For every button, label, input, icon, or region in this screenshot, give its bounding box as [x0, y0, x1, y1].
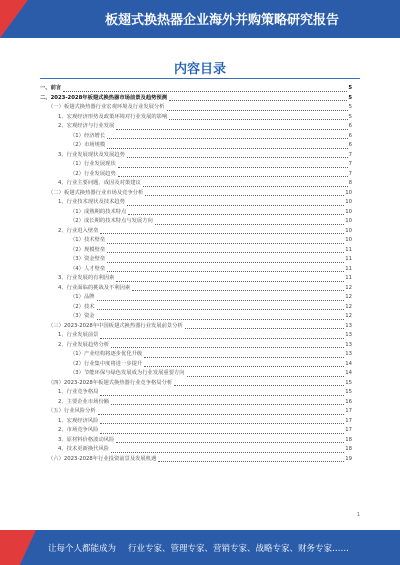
toc-entry-page: 7 — [348, 151, 352, 158]
toc-entry-page: 12 — [345, 284, 352, 291]
toc-entry-label: （3）资金 — [70, 313, 95, 319]
toc-dot-leader — [145, 195, 344, 196]
toc-entry-label: 3、行业发展现状及发展趋势 — [58, 151, 125, 158]
toc-dot-leader — [158, 461, 344, 462]
toc-entry-label: （1）成熟期的技术特点 — [70, 208, 127, 215]
toc-dot-leader — [144, 366, 344, 367]
toc-entry[interactable] — [40, 398, 352, 408]
toc-entry-label: 2、行业发展趋势分析 — [58, 341, 110, 348]
toc-entry-page: 5 — [348, 104, 352, 110]
toc-entry[interactable] — [40, 246, 352, 256]
toc-entry-page: 11 — [345, 246, 352, 253]
toc-dot-leader — [185, 328, 344, 329]
toc-divider — [40, 78, 360, 79]
toc-entry-label: （2）规模壁垒 — [70, 246, 106, 253]
toc-entry-label: （2）成长期的技术特点与发展方向 — [70, 218, 153, 224]
toc-entry-page: 15 — [345, 379, 352, 386]
toc-entry[interactable] — [40, 84, 352, 94]
toc-entry-page: 12 — [345, 303, 352, 310]
toc-entry[interactable] — [40, 198, 352, 208]
toc-dot-leader — [111, 404, 344, 405]
toc-dot-leader — [169, 119, 347, 120]
toc-entry-label: （一）板翅式换热器行业宏观环境及行业发展分析 — [48, 104, 165, 110]
toc-entry-label: （2）行业发展趋势 — [70, 170, 116, 177]
toc-entry-page: 7 — [348, 161, 352, 167]
toc-entry[interactable] — [40, 312, 352, 322]
toc-entry[interactable] — [40, 94, 352, 104]
toc-entry[interactable] — [40, 227, 352, 237]
toc-dot-leader — [155, 224, 344, 225]
toc-entry-label: （1）技术壁垒 — [70, 237, 106, 243]
toc-entry-label: （2）行业集中度将进一步提升 — [70, 360, 143, 367]
toc-entry[interactable] — [40, 189, 352, 199]
toc-entry-page: 8 — [348, 180, 352, 186]
toc-entry[interactable] — [40, 303, 352, 313]
toc-dot-leader — [118, 176, 348, 177]
toc-dot-leader — [174, 385, 344, 386]
toc-entry[interactable] — [40, 350, 352, 360]
toc-entry[interactable] — [40, 255, 352, 265]
toc-entry-page: 17 — [345, 427, 352, 433]
footer-red-accent — [0, 530, 36, 565]
toc-entry-page: 6 — [348, 132, 352, 139]
toc-entry-label: 一、前言 — [40, 85, 62, 91]
toc-entry-label: （4）人才壁垒 — [70, 265, 106, 272]
toc-dot-leader — [116, 129, 347, 130]
toc-dot-leader — [107, 271, 344, 272]
toc-entry[interactable] — [40, 236, 352, 246]
toc-entry[interactable] — [40, 170, 352, 180]
toc-dot-leader — [100, 433, 344, 434]
toc-entry-label: 2、市场竞争风险 — [58, 427, 99, 433]
toc-entry-page: 10 — [345, 218, 352, 224]
toc-dot-leader — [144, 357, 344, 358]
toc-entry-page: 11 — [345, 275, 352, 281]
toc-dot-leader — [100, 338, 344, 339]
toc-entry-label: （3）节能环保与绿色发展成为行业发展重要方向 — [70, 370, 185, 376]
toc-entry-label: 3、行业发展的有利因素 — [58, 275, 115, 281]
toc-entry[interactable] — [40, 455, 352, 465]
toc-entry[interactable] — [40, 160, 352, 170]
toc-entry-page: 6 — [348, 123, 352, 129]
toc-entry[interactable] — [40, 274, 352, 284]
toc-entry[interactable] — [40, 379, 352, 389]
toc-entry-label: （三）2023-2028年中国板翅式换热器行业发展前景分析 — [48, 322, 183, 329]
toc-entry-page: 11 — [345, 265, 352, 272]
toc-entry-page: 17 — [345, 417, 352, 424]
toc-entry-page: 5 — [348, 85, 352, 91]
toc-entry-page: 7 — [348, 170, 352, 177]
toc-entry-page: 5 — [348, 113, 352, 120]
toc-entry-label: （3）资金壁垒 — [70, 256, 106, 262]
toc-entry-label: 2、主要企业市场份额 — [58, 398, 110, 405]
toc-entry-page: 10 — [345, 208, 352, 215]
toc-entry-label: 2、行业进入壁垒 — [58, 227, 99, 234]
page-number: 1 — [356, 512, 360, 518]
toc-dot-leader — [100, 233, 344, 234]
toc-entry-label: 2、宏观经济与行业发展 — [58, 123, 115, 129]
toc-entry[interactable] — [40, 122, 352, 132]
toc-entry-label: 1、宏观经济形势及政策环境对行业发展的影响 — [58, 113, 168, 120]
toc-entry-label: 4、技术更新换代风险 — [58, 446, 110, 452]
toc-dot-leader — [100, 395, 344, 396]
report-header-bar — [0, 0, 400, 38]
toc-entry-page: 13 — [345, 341, 352, 348]
toc-entry[interactable] — [40, 141, 352, 151]
toc-entry-page: 13 — [345, 322, 352, 329]
header-red-accent — [0, 0, 28, 38]
toc-entry[interactable] — [40, 445, 352, 455]
toc-dot-leader — [107, 262, 344, 263]
toc-dot-leader — [111, 347, 344, 348]
toc-dot-leader — [128, 214, 344, 215]
toc-entry-page: 12 — [345, 313, 352, 319]
toc-entry-label: 4、行业面临的挑战及不利因素 — [58, 284, 131, 291]
toc-entry[interactable] — [40, 407, 352, 417]
toc-entry-page: 18 — [345, 446, 352, 452]
toc-dot-leader — [111, 452, 344, 453]
toc-dot-leader — [116, 442, 344, 443]
toc-entry-label: （1）行业发展现状 — [70, 161, 116, 167]
toc-entry-page: 19 — [345, 455, 352, 462]
toc-dot-leader — [187, 376, 345, 377]
toc-entry[interactable] — [40, 360, 352, 370]
toc-entry-label: 3、原材料价格波动风险 — [58, 436, 115, 443]
toc-dot-leader — [98, 414, 345, 415]
toc-entry[interactable] — [40, 417, 352, 427]
toc-dot-leader — [107, 138, 347, 139]
toc-entry-page: 11 — [345, 256, 352, 262]
toc-dot-leader — [143, 186, 348, 187]
toc-entry[interactable] — [40, 388, 352, 398]
toc-entry-page: 14 — [345, 360, 352, 367]
toc-entry[interactable] — [40, 369, 352, 379]
toc-entry-page: 10 — [345, 199, 352, 205]
toc-heading: 内容目录 — [173, 62, 226, 77]
toc-entry-label: 1、行业技术现状及技术趋势 — [58, 199, 125, 205]
toc-entry-label: （2）技术 — [70, 303, 95, 310]
toc-entry-label: （1）经济增长 — [70, 132, 106, 139]
toc-entry-label: （2）市场规模 — [70, 142, 106, 148]
toc-entry[interactable] — [40, 113, 352, 123]
toc-entry-label: 1、宏观经济风险 — [58, 417, 99, 424]
toc-entry[interactable] — [40, 208, 352, 218]
toc-dot-leader — [107, 252, 344, 253]
toc-dot-leader — [100, 423, 344, 424]
toc-entry-label: （1）产业结构将逐步优化升级 — [70, 351, 143, 357]
toc-entry-label: 4、行业主要问题、成因及对策建议 — [58, 180, 141, 186]
toc-entry-page: 10 — [345, 227, 352, 234]
toc-dot-leader — [97, 300, 345, 301]
toc-entry-label: （四）2023-2028年板翅式换热器行业竞争格局分析 — [48, 379, 173, 386]
toc-entry-label: （五）行业风险分析 — [48, 408, 96, 414]
toc-entry[interactable] — [40, 436, 352, 446]
toc-dot-leader — [97, 309, 345, 310]
toc-entry[interactable] — [40, 322, 352, 332]
toc-dot-leader — [167, 110, 348, 111]
toc-entry[interactable] — [40, 341, 352, 351]
toc-entry[interactable] — [40, 179, 352, 189]
toc-entry[interactable] — [40, 132, 352, 142]
toc-dot-leader — [97, 319, 345, 320]
toc-entry-label: （二）板翅式换热器行业市场及竞争分析 — [48, 189, 144, 196]
toc-entry-page: 12 — [345, 294, 352, 300]
footer-roles: 行业专家、管理专家、营销专家、战略专家、财务专家…… — [128, 544, 350, 554]
toc-entry-page: 10 — [345, 189, 352, 196]
toc-entry[interactable] — [40, 331, 352, 341]
toc-entry[interactable] — [40, 293, 352, 303]
toc-entry[interactable] — [40, 151, 352, 161]
toc-entry-label: 二、2023-2028年板翅式换热器市场前景及趋势预测 — [40, 94, 168, 101]
toc-dot-leader — [107, 243, 344, 244]
footer-bar — [0, 530, 400, 565]
toc-dot-leader — [118, 167, 348, 168]
toc-dot-leader — [127, 205, 344, 206]
toc-entry-page: 10 — [345, 237, 352, 243]
toc-entry-page: 18 — [345, 436, 352, 443]
toc-dot-leader — [116, 281, 344, 282]
report-title: 板翅式换热器企业海外并购策略研究报告 — [104, 13, 339, 28]
toc-entry-page: 5 — [348, 94, 352, 101]
toc-entry-page: 16 — [345, 398, 352, 405]
toc-entry-label: 1、行业竞争格局 — [58, 389, 99, 395]
toc-entry-page: 13 — [345, 351, 352, 357]
toc-entry-label: （1）品牌 — [70, 294, 95, 300]
footer-slogan: 让每个人都能成为 — [48, 544, 117, 554]
toc-entry[interactable] — [40, 426, 352, 436]
toc-entry-page: 13 — [345, 332, 352, 338]
toc-entry-page: 14 — [345, 370, 352, 376]
toc-entry[interactable] — [40, 217, 352, 227]
toc-dot-leader — [107, 148, 347, 149]
toc-entry-page: 15 — [345, 389, 352, 395]
toc-entry-label: 1、行业发展前景 — [58, 332, 99, 338]
toc-entry[interactable] — [40, 284, 352, 294]
toc-dot-leader — [132, 290, 344, 291]
toc-entry[interactable] — [40, 265, 352, 275]
toc-dot-leader — [127, 157, 348, 158]
toc-entry[interactable] — [40, 103, 352, 113]
toc-dot-leader — [63, 91, 347, 92]
toc-entry-label: （六）2023-2028年行业投资前景及发展机遇 — [48, 455, 157, 462]
toc-list — [40, 84, 352, 464]
toc-dot-leader — [169, 100, 347, 101]
toc-entry-page: 6 — [348, 142, 352, 148]
toc-entry-page: 17 — [345, 408, 352, 414]
